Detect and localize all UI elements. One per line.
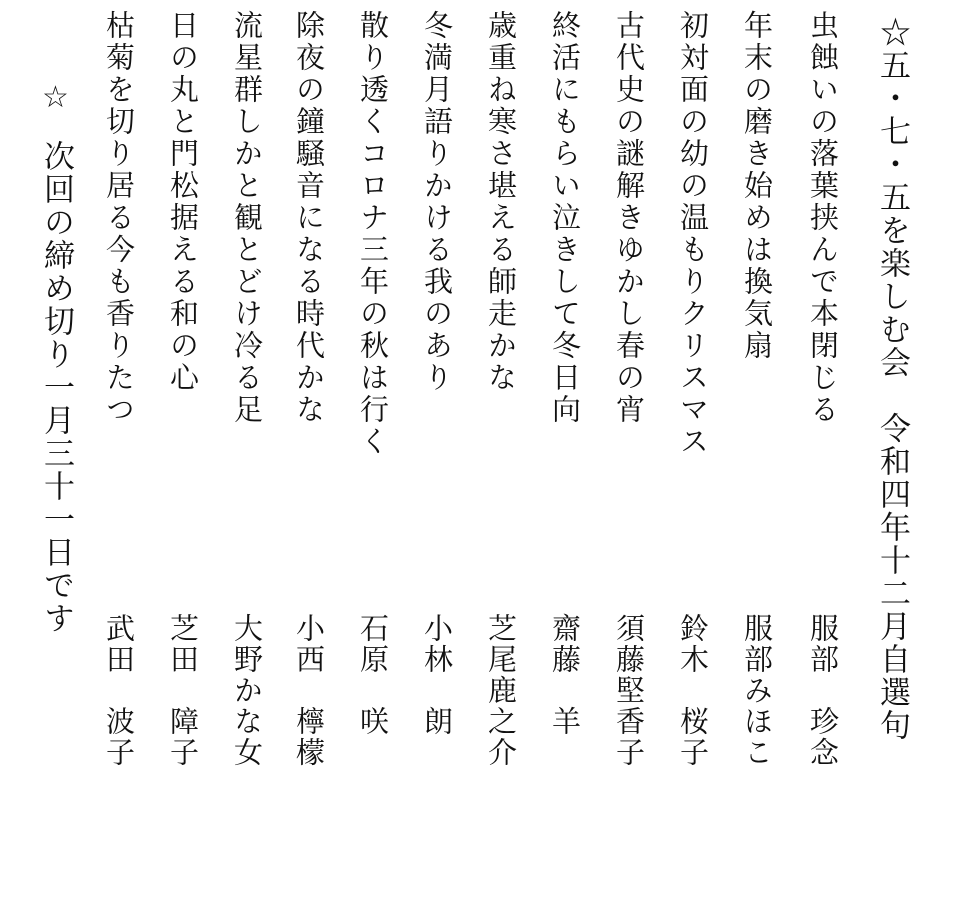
deadline-text: 次回の締め切り一月三十一日です [38,140,74,635]
poem-author: 芝田 障子 [166,613,200,768]
poem-author: 芝尾鹿之介 [484,613,518,768]
star-icon: ☆ [42,80,69,115]
poem-text: 歳重ね寒さ堪える師走かな [484,10,518,394]
poem-author: 武田 波子 [102,613,136,768]
poem-text: 終活にもらい泣きして冬日向 [548,10,582,426]
poem-author: 服部 珍念 [806,613,840,768]
poem-author: 小林 朗 [420,613,454,737]
poem-author: 小西 檸檬 [292,613,326,768]
poem-text: 枯菊を切り居る今も香りたつ [102,10,136,426]
poem-author: 服部みほこ [740,613,774,768]
poem-author: 石原 咲 [356,613,390,737]
poem-author: 須藤堅香子 [612,613,646,768]
poem-text: 散り透くコロナ三年の秋は行く [356,10,390,458]
poem-text: 古代史の謎解きゆかし春の宵 [612,10,646,426]
page-title [874,16,910,776]
poem-author: 齋藤 羊 [548,613,582,737]
title-text: ☆五・七・五を楽しむ会 令和四年十二月自選句 [874,16,910,742]
poem-author: 鈴木 桜子 [676,613,710,768]
poem-text: 初対面の幼の温もりクリスマス [676,10,710,458]
poem-text: 除夜の鐘騒音になる時代かな [292,10,326,426]
poem-text: 流星群しかと観とどけ冷る足 [230,10,264,426]
poem-author: 大野かな女 [230,613,264,768]
poem-text: 冬満月語りかける我のあり [420,10,454,394]
footer-notice [38,140,74,900]
poem-text: 虫蝕いの落葉挟んで本閉じる [806,10,840,426]
poem-text: 年末の磨き始めは換気扇 [740,10,774,362]
poem-text: 日の丸と門松据える和の心 [166,10,200,394]
